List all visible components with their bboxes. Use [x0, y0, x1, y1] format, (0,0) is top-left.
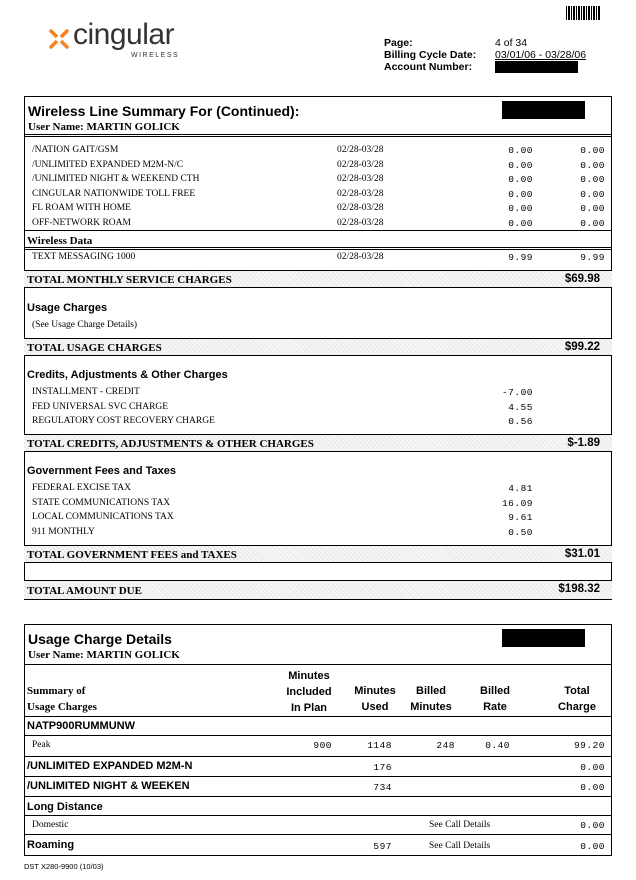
peak-label: Peak — [32, 740, 51, 750]
feature-name: CINGULAR NATIONWIDE TOLL FREE — [32, 188, 196, 199]
data-row-dates: 02/28-03/28 — [337, 252, 384, 262]
feature-dates: 02/28-03/28 — [337, 203, 384, 213]
peak-rate: 0.40 — [485, 740, 510, 751]
col-billed-minutes-header: Billed Minutes — [410, 685, 452, 713]
feature-dates: 02/28-03/28 — [337, 174, 384, 184]
total-usage-value: $99.22 — [564, 341, 600, 353]
feature-total: 0.00 — [580, 188, 605, 200]
night-weekend-title: /UNLIMITED NIGHT & WEEKEN — [27, 780, 190, 792]
feature-amount: 0.00 — [508, 159, 533, 171]
usage-charges-title: Usage Charges — [27, 302, 108, 314]
usage-charges-note: (See Usage Charge Details) — [32, 320, 138, 330]
total-monthly-value: $69.98 — [564, 273, 600, 285]
m2m-title: /UNLIMITED EXPANDED M2M-N — [27, 760, 193, 772]
total-gov-label: TOTAL GOVERNMENT FEES and TAXES — [27, 549, 237, 561]
total-credits-value: $-1.89 — [567, 437, 600, 449]
roaming-used: 597 — [373, 841, 392, 852]
summary-user-name: User Name: MARTIN GOLICK — [28, 121, 180, 133]
plan-title: NATP900RUMMUNW — [27, 720, 135, 732]
total-usage-label: TOTAL USAGE CHARGES — [27, 342, 162, 354]
tax-name: 911 MONTHLY — [32, 526, 95, 537]
usage-details-title: Usage Charge Details — [28, 631, 172, 647]
night-weekend-used: 734 — [373, 782, 392, 793]
logo-word: cingular — [73, 18, 175, 51]
domestic-label: Domestic — [32, 820, 69, 830]
total-due-value: $198.32 — [558, 583, 600, 595]
credit-amount: 0.56 — [508, 416, 533, 427]
feature-name: /UNLIMITED NIGHT & WEEKEND CTH — [32, 174, 200, 184]
barcode — [566, 6, 600, 20]
feature-name: /NATION GAIT/GSM — [32, 145, 119, 155]
long-distance-title: Long Distance — [27, 801, 103, 813]
col-billed-rate-header: Billed Rate — [480, 685, 510, 713]
total-credits-label: TOTAL CREDITS, ADJUSTMENTS & OTHER CHARGES — [27, 438, 314, 450]
divider — [24, 716, 612, 717]
divider — [24, 134, 612, 137]
feature-name: OFF-NETWORK ROAM — [32, 217, 131, 228]
tax-name: LOCAL COMMUNICATIONS TAX — [32, 512, 174, 522]
feature-dates: 02/28-03/28 — [337, 145, 384, 155]
credits-title: Credits, Adjustments & Other Charges — [27, 369, 228, 381]
tax-amount: 4.81 — [508, 483, 533, 494]
divider — [24, 230, 612, 231]
roaming-title: Roaming — [27, 839, 75, 851]
feature-amount: 0.00 — [508, 203, 533, 214]
data-row-total: 9.99 — [580, 252, 605, 263]
feature-name: /UNLIMITED EXPANDED M2M-N/C — [32, 159, 184, 170]
divider — [24, 664, 612, 665]
tax-amount: 9.61 — [508, 512, 533, 523]
phone-number-redaction — [502, 629, 585, 647]
logo-subtitle: WIRELESS — [131, 52, 180, 59]
account-number-label: Account Number: — [384, 61, 473, 73]
feature-total: 0.00 — [580, 203, 605, 214]
feature-total: 0.00 — [580, 217, 605, 229]
peak-included: 900 — [313, 740, 332, 751]
data-row-amount: 9.99 — [508, 252, 533, 263]
m2m-used: 176 — [373, 762, 392, 773]
domestic-note: See Call Details — [429, 820, 491, 830]
night-weekend-total: 0.00 — [580, 782, 605, 793]
feature-total: 0.00 — [580, 145, 605, 156]
feature-amount: 0.00 — [508, 188, 533, 200]
feature-amount: 0.00 — [508, 145, 533, 156]
data-row-name: TEXT MESSAGING 1000 — [32, 252, 136, 262]
col-total-header: Total Charge — [558, 685, 596, 713]
logo-x-icon — [48, 28, 70, 50]
credit-name: REGULATORY COST RECOVERY CHARGE — [32, 416, 215, 426]
feature-name: FL ROAM WITH HOME — [32, 203, 131, 213]
total-due-label: TOTAL AMOUNT DUE — [27, 585, 142, 597]
peak-used: 1148 — [367, 740, 392, 751]
billing-cycle-value: 03/01/06 - 03/28/06 — [495, 49, 587, 61]
peak-billed: 248 — [436, 740, 455, 751]
page-label: Page: — [384, 37, 413, 49]
divider — [24, 796, 612, 797]
feature-dates: 02/28-03/28 — [337, 217, 384, 228]
domestic-total: 0.00 — [580, 820, 605, 831]
feature-total: 0.00 — [580, 174, 605, 185]
tax-name: FEDERAL EXCISE TAX — [32, 483, 131, 493]
total-monthly-label: TOTAL MONTHLY SERVICE CHARGES — [27, 274, 232, 286]
roaming-total: 0.00 — [580, 841, 605, 852]
feature-amount: 0.00 — [508, 174, 533, 185]
col-included-header: Minutes Included In Plan — [286, 670, 332, 714]
government-fees-title: Government Fees and Taxes — [27, 465, 176, 477]
credit-name: FED UNIVERSAL SVC CHARGE — [32, 401, 169, 412]
tax-name: STATE COMMUNICATIONS TAX — [32, 497, 171, 508]
tax-amount: 16.09 — [501, 497, 533, 509]
credit-amount: -7.00 — [501, 387, 533, 398]
divider — [24, 834, 612, 835]
usage-details-user-name: User Name: MARTIN GOLICK — [28, 649, 180, 661]
roaming-note: See Call Details — [429, 841, 491, 851]
col-used-header: Minutes Used — [354, 685, 396, 713]
m2m-total: 0.00 — [580, 762, 605, 773]
peak-total: 99.20 — [573, 740, 605, 751]
page-value: 4 of 34 — [495, 37, 528, 49]
feature-amount: 0.00 — [508, 217, 533, 229]
billing-cycle-label: Billing Cycle Date: — [384, 49, 477, 61]
divider — [24, 247, 612, 250]
divider — [24, 735, 612, 736]
divider — [24, 776, 612, 777]
credit-amount: 4.55 — [508, 401, 533, 413]
wireless-data-title: Wireless Data — [27, 235, 93, 247]
summary-title: Wireless Line Summary For (Continued): — [28, 103, 300, 119]
total-gov-value: $31.01 — [564, 548, 600, 560]
feature-dates: 02/28-03/28 — [337, 159, 384, 170]
divider — [24, 815, 612, 816]
credit-name: INSTALLMENT - CREDIT — [32, 387, 140, 397]
divider — [24, 756, 612, 757]
phone-number-redaction — [502, 101, 585, 119]
account-number-redaction — [495, 61, 578, 73]
tax-amount: 0.50 — [508, 526, 533, 538]
col-summary-header: Summary of Usage Charges — [27, 685, 97, 713]
form-number-footer: DST X280-9900 (10/03) — [24, 862, 104, 871]
feature-dates: 02/28-03/28 — [337, 188, 384, 199]
feature-total: 0.00 — [580, 159, 605, 171]
